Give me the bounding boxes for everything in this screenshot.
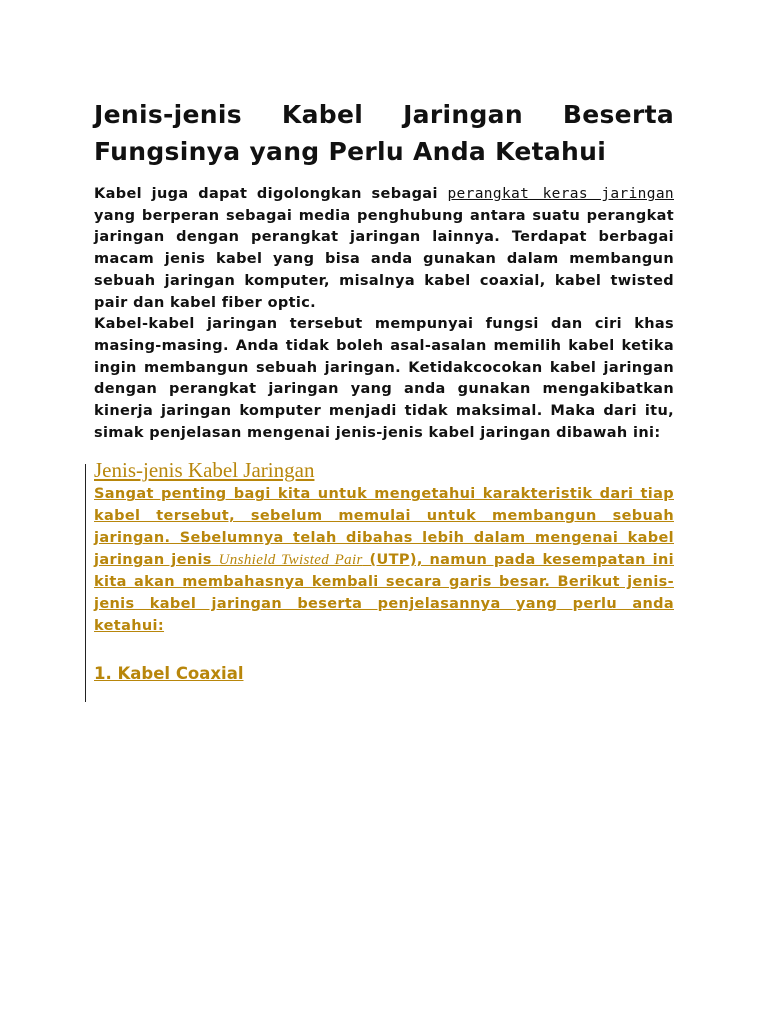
perangkat-keras-link[interactable]: perangkat keras jaringan [447, 186, 674, 202]
section-paragraph-link[interactable] [94, 484, 674, 637]
section-text-start: Sangat penting bagi kita untuk mengetahui karakteristik dari tiap kabel tersebut, sebelum memulai untuk membangun sebuah jaringan. Sebelumnya telah dibahas lebih dalam mengenai kabel jaringan jenis [94, 486, 674, 569]
intro-text-end: yang berperan sebagai media penghubung antara suatu perangkat jaringan dengan perangkat jaringan lainnya. Terdapat berbagai macam jenis kabel yang bisa anda gunakan dalam membangun sebuah jaringan komputer, misalnya kabel coaxial, kabel twisted pair dan kabel fiber optic. [94, 207, 674, 311]
article-title: Jenis-jenis Kabel Jaringan Beserta Fungsinya yang Perlu Anda Ketahui [94, 100, 674, 166]
intro-paragraph [94, 184, 674, 314]
document-page [94, 96, 674, 686]
section-left-border [85, 464, 86, 702]
section-text-end: (UTP), namun pada kesempatan ini kita akan membahasnya kembali secara garis besar. Berikut jenis-jenis kabel jaringan beserta penjelasannya yang perlu anda ketahui: [94, 552, 674, 634]
intro-text-start: Kabel juga dapat digolongkan sebagai [94, 186, 448, 202]
utp-italic-text: Unshield Twisted Pair [218, 552, 363, 569]
section-title-link[interactable]: Jenis-jenis Kabel Jaringan [94, 458, 315, 483]
cable-types-section [94, 456, 674, 685]
second-paragraph: Kabel-kabel jaringan tersebut mempunyai fungsi dan ciri khas masing-masing. Anda tidak boleh asal-asalan memilih kabel ketika ingin membangun sebuah jaringan. Ketidakcocokan kabel jaringan dengan perangkat jaringan yang anda gunakan mengakibatkan kinerja jaringan komputer menjadi tidak maksimal. Maka dari itu, simak penjelasan mengenai jenis-jenis kabel jaringan dibawah ini: [94, 316, 674, 441]
kabel-coaxial-heading-link[interactable]: 1. Kabel Coaxial [94, 663, 244, 683]
